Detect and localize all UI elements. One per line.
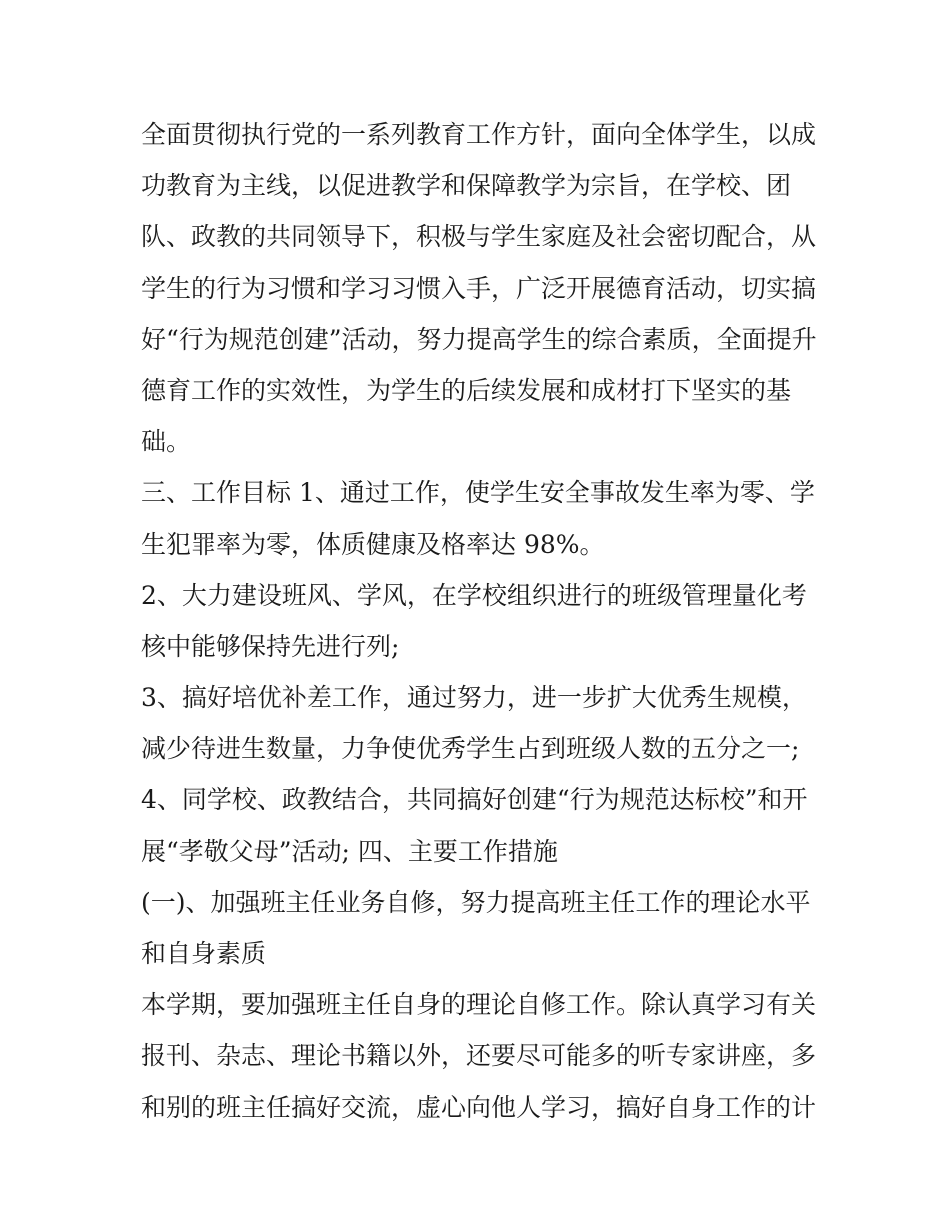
text-line: 德育工作的实效性，为学生的后续发展和成材打下坚实的基 <box>141 375 792 405</box>
text-line: 减少待进生数量，力争使优秀学生占到班级人数的五分之一; <box>141 734 800 764</box>
text-line: 学生的行为习惯和学习习惯入手，广泛开展德育活动，切实搞 <box>141 273 817 303</box>
text-line: 础。 <box>141 427 192 457</box>
text-line: 生犯罪率为零，体质健康及格率达 98%。 <box>141 529 605 559</box>
text-line: 好“行为规范创建”活动，努力提高学生的综合素质，全面提升 <box>141 324 817 354</box>
text-line: 全面贯彻执行党的一系列教育工作方针，面向全体学生，以成 <box>141 120 817 149</box>
text-line: 本学期，要加强班主任自身的理论自修工作。除认真学习有关 <box>141 990 817 1020</box>
body-text <box>141 109 821 1133</box>
text-line: 4、同学校、政教结合，共同搞好创建“行为规范达标校”和开 <box>141 785 808 815</box>
text-line: (一)、加强班主任业务自修，努力提高班主任工作的理论水平 <box>141 887 811 917</box>
text-line: 展“孝敬父母”活动; 四、主要工作措施 <box>141 836 558 866</box>
text-line: 核中能够保持先进行列; <box>141 631 400 661</box>
text-line: 和自身素质 <box>141 939 267 968</box>
text-line: 功教育为主线，以促进教学和保障教学为宗旨，在学校、团 <box>141 171 792 201</box>
text-line: 报刊、杂志、理论书籍以外，还要尽可能多的听专家讲座，多 <box>141 1041 817 1071</box>
text-line: 三、工作目标 1、通过工作，使学生安全事故发生率为零、学 <box>141 478 815 508</box>
text-line: 2、大力建设班风、学风，在学校组织进行的班级管理量化考 <box>141 580 807 610</box>
text-line: 3、搞好培优补差工作，通过努力，进一步扩大优秀生规模， <box>141 683 807 713</box>
text-line: 队、政教的共同领导下，积极与学生家庭及社会密切配合，从 <box>141 222 817 252</box>
text-line: 和别的班主任搞好交流，虚心向他人学习，搞好自身工作的计 <box>141 1092 817 1122</box>
